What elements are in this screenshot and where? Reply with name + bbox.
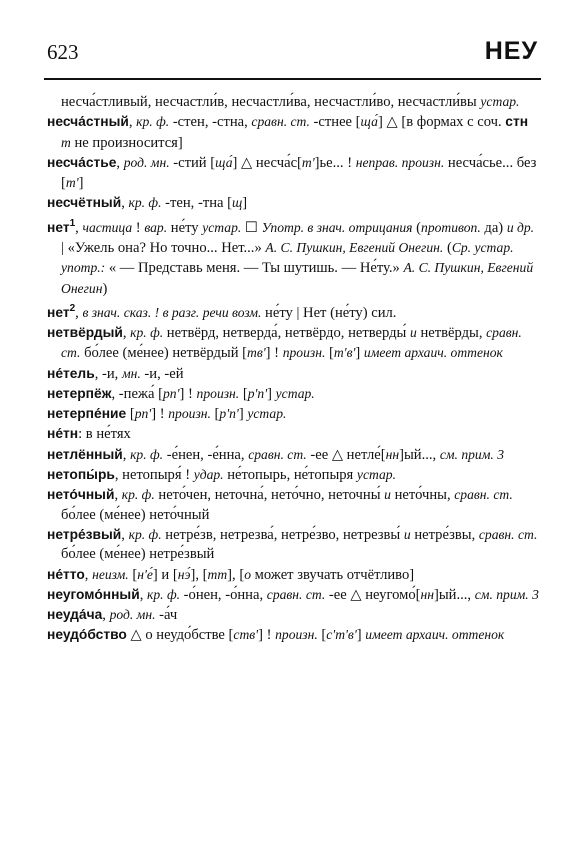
entry-text: нетвёрд, нетверда́, нетвёрдо, нетверды́: [163, 324, 411, 341]
homonym-index: 1: [69, 217, 76, 229]
entry-text: ): [102, 280, 108, 297]
entry-text: нетре́зв, нетрезва́, нетре́зво, нетрезвы́: [161, 526, 404, 543]
grammar-note: устар.: [356, 467, 396, 483]
entry-text: , -и,: [94, 365, 122, 382]
entry-text: (: [412, 219, 422, 236]
grammar-note: кр. ф.: [136, 114, 170, 130]
entry-text: [: [325, 345, 334, 362]
grammar-note: ща́: [215, 154, 233, 170]
entry-text: -е́нен, -е́нна,: [163, 446, 249, 463]
grammar-note: сравн. ст.: [266, 586, 326, 602]
entry-text: ] !: [265, 345, 283, 362]
grammar-note: о: [244, 566, 251, 582]
grammar-note: имеет архаич. оттенок: [363, 345, 503, 361]
entry-text: -о́нен, -о́нна,: [180, 586, 267, 603]
entry-text: нетре́звы,: [410, 526, 479, 543]
grammar-note: кр. ф.: [130, 446, 164, 462]
grammar-note: имеет архаич. оттенок: [365, 627, 505, 643]
grammar-note: вар.: [144, 219, 168, 235]
entry-text: может звучать отчётливо]: [250, 566, 415, 583]
headword: нетре́звый: [47, 526, 122, 542]
entry-text: нето́чен, неточна́, нето́чно, неточны́: [154, 487, 385, 504]
headword: нетлённый: [47, 446, 123, 462]
headword: неудо́бство: [47, 627, 127, 643]
grammar-note: род. мн.: [109, 607, 156, 623]
grammar-note: Употр. в знач. отрицания: [261, 219, 413, 235]
grammar-note: сравн. ст.: [454, 487, 513, 503]
dictionary-entry: [47, 364, 539, 384]
dictionary-entry: [47, 625, 539, 645]
homonym-index: 2: [69, 302, 76, 314]
grammar-note: нн: [385, 446, 400, 462]
headword: не́тн: [47, 426, 79, 442]
grammar-note: рп': [134, 406, 152, 422]
entry-text: не́ту | Нет (не́ту) сил.: [261, 304, 397, 321]
grammar-note: щ: [232, 195, 243, 211]
entry-text: ] !: [179, 385, 197, 402]
entry-text: ,: [121, 526, 129, 543]
entry-text: ], [: [227, 566, 245, 583]
entry-text: не произносится]: [70, 134, 183, 151]
entry-text: нето́чны,: [390, 487, 455, 504]
grammar-note: см. прим. 3: [474, 586, 539, 602]
entry-text: ,: [139, 586, 147, 603]
entry-text: ]: [242, 195, 248, 212]
entries-column: [47, 92, 539, 646]
entry-text: ] △ несча́с[: [232, 154, 302, 171]
headword: нетвёрдый: [47, 324, 123, 340]
dictionary-entry: [47, 299, 539, 323]
grammar-note: тв': [247, 345, 266, 361]
entry-text: ] и [: [152, 566, 178, 583]
dictionary-entry: [47, 605, 539, 625]
dictionary-entry: [47, 404, 539, 424]
entry-text: -а́ч: [155, 607, 178, 624]
entry-text: , нетопыря́ !: [114, 467, 194, 484]
guide-word: НЕУ: [484, 37, 538, 65]
dictionary-entry: [47, 214, 539, 299]
grammar-note: произн.: [196, 385, 240, 401]
entry-text: ,: [122, 446, 131, 463]
entry-text: ]ье... !: [314, 154, 356, 171]
grammar-note: в знач. сказ. ! в разг. речи возм.: [82, 304, 262, 320]
grammar-note: см. прим. 3: [439, 446, 504, 462]
dictionary-entry: [47, 465, 539, 485]
entry-text: бо́лее (ме́нее) нетре́звый: [61, 546, 215, 563]
grammar-note: с'т'в': [326, 627, 357, 643]
grammar-note: нэ́: [177, 566, 191, 582]
entry-text: !: [132, 219, 145, 236]
entry-text: -стен, -стна,: [169, 114, 252, 131]
grammar-note: кр. ф.: [147, 586, 181, 602]
entry-text: ,: [114, 487, 122, 504]
dictionary-entry: [47, 485, 539, 525]
entry-text: [: [210, 406, 220, 423]
grammar-note: нн: [420, 586, 435, 602]
entry-text: [: [128, 566, 138, 583]
grammar-note: удар.: [193, 467, 224, 483]
grammar-note: кр. ф.: [128, 526, 162, 542]
entry-text: бо́лее (ме́нее) нетвёрдый [: [80, 345, 248, 362]
grammar-note: сравн. ст.: [478, 526, 538, 542]
entry-text: не́топырь, не́топыря: [223, 467, 357, 484]
headword: нетерпёж: [47, 385, 112, 401]
entry-text: ]: [238, 406, 248, 423]
grammar-note: устар.: [202, 219, 242, 235]
headword: несчётный: [47, 195, 122, 211]
dictionary-entry: [47, 112, 539, 153]
entry-text: (: [443, 239, 452, 256]
grammar-note: А. С. Пушкин, Евгений Онегин.: [265, 239, 444, 255]
headword: неуда́ча: [47, 607, 103, 623]
entry-text: ,: [128, 114, 137, 131]
entry-text: | «Ужель она? Но точно... Нет...»: [61, 239, 266, 256]
entry-text: ], [: [190, 566, 208, 583]
grammar-note: А. С. Пушкин, Евгений Онегин: [61, 260, 534, 296]
dictionary-entry: [47, 153, 539, 194]
dictionary-entry: [47, 565, 539, 585]
dictionary-entry: [47, 445, 539, 465]
grammar-note: частица: [82, 219, 133, 235]
dictionary-entry: [47, 585, 539, 605]
entry-text: ☐: [241, 219, 262, 236]
grammar-note: Ср. устар. употр.:: [61, 239, 514, 276]
entry-text: ] !: [258, 627, 276, 644]
entry-text: ]: [267, 385, 276, 402]
dictionary-entry: [47, 424, 539, 444]
entry-text: ]: [355, 345, 364, 362]
entry-text: △ о неудо́бстве [: [126, 627, 234, 644]
dictionary-entry: [47, 525, 539, 565]
headword: неугомо́нный: [47, 586, 140, 602]
entry-text: ]ый...,: [399, 446, 440, 463]
grammar-note: противоп.: [421, 219, 481, 235]
page-number: 623: [47, 40, 79, 64]
grammar-note: и: [410, 324, 417, 340]
headword: нет: [47, 219, 70, 235]
headword: несча́стье: [47, 154, 117, 170]
entry-text: -стий [: [169, 154, 216, 171]
entry-text: -стнее [: [309, 114, 361, 131]
grammar-note: т': [65, 175, 79, 191]
grammar-note: н'е́: [137, 566, 153, 582]
entry-text: ,: [102, 607, 110, 624]
grammar-note: и: [403, 526, 411, 542]
entry-text: -ее △ неугомо́[: [325, 586, 421, 603]
entry-text: не́ту: [167, 219, 203, 236]
entry-text: ]ый...,: [434, 586, 475, 603]
grammar-note: устар.: [247, 406, 287, 422]
entry-text: -ее △ нетле́[: [306, 446, 386, 463]
grammar-note: кр. ф.: [121, 487, 155, 503]
grammar-note: рп': [163, 385, 180, 401]
grammar-note: кр. ф.: [130, 324, 164, 340]
grammar-note: сравн. ст.: [61, 324, 522, 361]
grammar-note: род. мн.: [123, 154, 170, 170]
entry-text: да): [480, 219, 507, 236]
entry-text: ] △ [в формах с соч.: [377, 114, 506, 131]
entry-text: бо́лее (ме́нее) нето́чный: [61, 506, 210, 523]
header-rule: [44, 78, 541, 80]
dictionary-entry: [47, 92, 539, 112]
grammar-note: устар.: [275, 385, 315, 401]
entry-text: « — Представь меня. — Ты шутишь. — Не́ту.»: [105, 260, 404, 277]
dictionary-entry: [47, 323, 539, 364]
grammar-note: сравн. ст.: [248, 446, 307, 462]
grammar-note: произн.: [168, 406, 211, 422]
entry-text: ,: [116, 154, 124, 171]
headword: нето́чный: [47, 487, 115, 503]
dictionary-entry: [47, 193, 539, 213]
grammar-note: неизм.: [92, 566, 129, 582]
grammar-note: тт: [207, 566, 228, 582]
grammar-note: р'п': [247, 385, 268, 401]
dictionary-entry: [47, 384, 539, 404]
entry-text: нетвёрды,: [416, 324, 487, 341]
headword: нетерпе́ние: [47, 406, 127, 422]
entry-text: [: [317, 627, 327, 644]
headword: не́тель: [47, 365, 95, 381]
entry-text: ,: [121, 195, 129, 212]
headword: нет: [47, 304, 70, 320]
headword: не́тто: [47, 566, 85, 582]
grammar-note: устар.: [480, 94, 520, 109]
entry-text: ]: [78, 175, 84, 192]
headword: несча́стный: [47, 114, 129, 130]
headword: стн: [505, 114, 529, 130]
entry-text: ,: [75, 304, 83, 321]
entry-text: [: [126, 406, 135, 423]
grammar-note: т': [301, 154, 315, 170]
entry-text: ,: [84, 566, 93, 583]
entry-text: [: [239, 385, 248, 402]
grammar-note: произн.: [282, 345, 326, 361]
grammar-note: кр. ф.: [128, 195, 162, 211]
entry-text: : в не́тях: [78, 426, 131, 443]
entry-text: -и, -ей: [140, 365, 184, 382]
entry-text: ,: [75, 219, 83, 236]
entry-text: ] !: [151, 406, 169, 423]
entry-text: , -пежа́ [: [111, 385, 163, 402]
grammar-note: мн.: [121, 365, 141, 381]
grammar-note: сравн. ст.: [251, 114, 310, 130]
entry-text: -тен, -тна [: [161, 195, 233, 212]
grammar-note: р'п': [219, 406, 239, 422]
entry-text: несча́сье... без [: [61, 154, 537, 192]
grammar-note: т'в': [333, 345, 356, 361]
grammar-note: т: [61, 134, 71, 150]
headword: нетопы́рь: [47, 467, 115, 483]
entry-text: ,: [122, 324, 131, 341]
grammar-note: и др.: [506, 219, 535, 235]
entry-text: ]: [356, 627, 366, 644]
grammar-note: неправ. произн.: [355, 154, 445, 170]
grammar-note: ща́: [360, 114, 378, 130]
entry-text: несча́стливый, несчастли́в, несчастли́ва, несчастли́во, несчастли́вы: [61, 94, 481, 110]
grammar-note: произн.: [275, 627, 318, 643]
grammar-note: и: [384, 487, 391, 503]
grammar-note: ств': [233, 627, 259, 643]
